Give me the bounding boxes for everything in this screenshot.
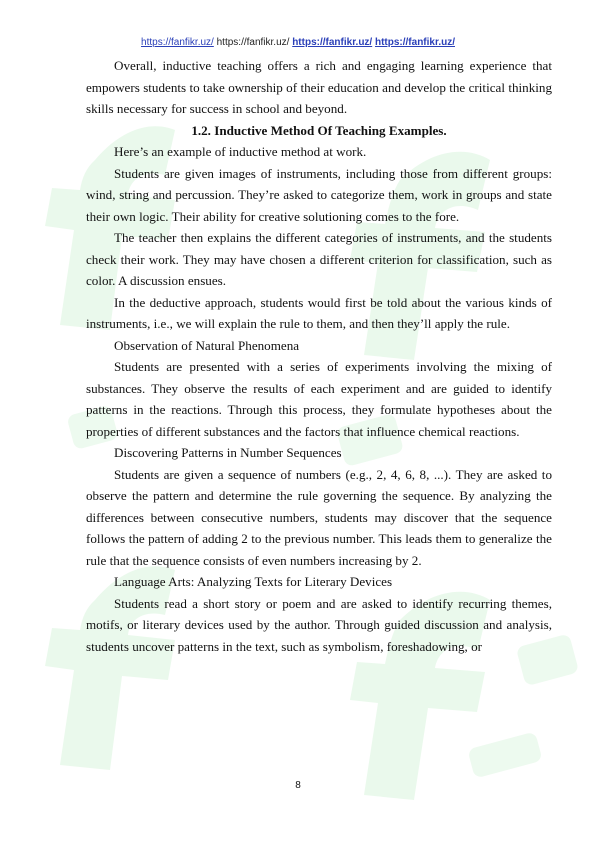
paragraph-5: In the deductive approach, students would first be told about the various kinds of instruments, i.e., we will explain the rule to them, and then they’ll apply the rule. [86, 294, 552, 331]
paragraph-7: Students are presented with a series of experiments involving the mixing of substances. They observe the results of each experiment and are guided to identify patterns in the reactions. Through this process, they formulate hypotheses about the properties of different substances and the factors that influence chemical reactions. [86, 359, 552, 439]
subheading-number-sequences: Discovering Patterns in Number Sequences [114, 445, 342, 460]
paragraph-1: Overall, inductive teaching offers a rich and engaging learning experience that empowers students to take ownership of their education and develop the critical thinking skills necessary for success in school and beyond. [86, 58, 552, 116]
header-link-1[interactable]: https://fanfikr.uz/ [141, 37, 214, 48]
page-number: 8 [295, 780, 301, 791]
paragraph-3: Students are given images of instruments, including those from different groups: wind, string and percussion. They’re asked to categorize them, work in groups and state their own logic. Their ability for creative solutioning comes to the fore. [86, 165, 552, 224]
section-heading: 1.2. Inductive Method Of Teaching Examples. [191, 122, 447, 138]
paragraph-2: Here’s an example of inductive method at work. [114, 144, 367, 159]
paragraph-9: Students are given a sequence of numbers (e.g., 2, 4, 6, 8, ...). They are asked to observe the pattern and determine the rule governing the sequence. By analyzing the differences between consecutive numbers, students may discover that the sequence follows the pattern of adding 2 to the previous number. This leads them to generalize the rule that the sequence consists of even numbers increasing by 2. [86, 466, 552, 568]
page-body [86, 55, 552, 657]
header-link-3[interactable]: https://fanfikr.uz/ [292, 37, 373, 48]
paragraph-4: The teacher then explains the different categories of instruments, and the students check their work. They may have chosen a different criterion for classification, such as color. A discussion ensues. [86, 230, 552, 288]
subheading-language-arts: Language Arts: Analyzing Texts for Literary Devices [114, 574, 393, 589]
subheading-natural-phenomena: Observation of Natural Phenomena [114, 337, 300, 353]
header-link-2: https://fanfikr.uz/ [216, 37, 290, 48]
header-links [0, 37, 596, 48]
paragraph-11: Students read a short story or poem and are asked to identify recurring themes, motifs, or literary devices used by the author. Through guided discussion and analysis, students uncover patterns in the text, such as symbolism, foreshadowing, or [86, 595, 552, 654]
header-link-4[interactable]: https://fanfikr.uz/ [374, 37, 455, 48]
